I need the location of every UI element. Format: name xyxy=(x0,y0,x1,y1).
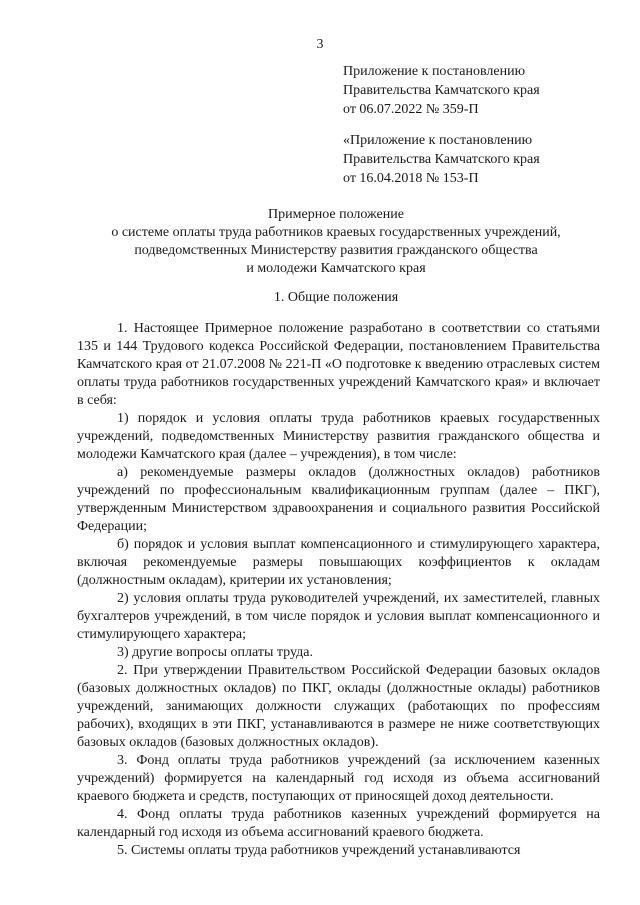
title-line: подведомственных Министерству развития гражданского общества xyxy=(134,243,538,258)
appendix-line: Правительства Камчатского края xyxy=(343,152,540,167)
appendix-line: от 06.07.2022 № 359-П xyxy=(343,102,479,117)
section-heading: 1. Общие положения xyxy=(273,290,399,305)
appendix-line: от 16.04.2018 № 153-П xyxy=(343,171,479,186)
page-number: 3 xyxy=(316,37,324,52)
paragraph: 1) порядок и условия оплаты труда работников краевых государственных учреждений, подведомственных Министерству развития гражданского общества и молодежи Камчатского края (далее – учреждения), в том числе: xyxy=(77,411,600,462)
document-title xyxy=(60,206,612,278)
paragraph: 2. При утверждении Правительством Российской Федерации базовых окладов (базовых должностных окладов) по ПКГ, оклады (должностные оклады) работников учреждений, занимающих должности служащих (работающих по профессиям рабочих), входящих в эти ПКГ, устанавливаются в размере не ниже соответствующих базовых окладов (базовых должностных окладов). xyxy=(77,663,600,750)
appendix-header-original xyxy=(343,131,613,188)
title-line: Примерное положение xyxy=(268,207,404,222)
paragraph: а) рекомендуемые размеры окладов (должностных окладов) работников учреждений по профессиональным квалификационным группам (далее – ПКГ), утвержденным Министерством здравоохранения и социального развития Российской Федерации; xyxy=(77,465,600,534)
paragraph: 4. Фонд оплаты труда работников казенных учреждений формируется на календарный год исходя из объема ассигнований краевого бюджета. xyxy=(77,807,600,840)
paragraph: 2) условия оплаты труда руководителей учреждений, их заместителей, главных бухгалтеров учреждений, в том числе порядок и условия выплат компенсационного и стимулирующего характера; xyxy=(77,591,600,642)
document-body xyxy=(77,320,600,860)
appendix-line: «Приложение к постановлению xyxy=(343,133,533,148)
paragraph: 3. Фонд оплаты труда работников учреждений (за исключением казенных учреждений) формируется на календарный год исходя из объема ассигнований краевого бюджета и средств, поступающих от приносящей доход деятельности. xyxy=(77,753,600,804)
appendix-header-current xyxy=(343,62,613,119)
title-line: и молодежи Камчатского края xyxy=(246,261,426,276)
title-line: о системе оплаты труда работников краевых государственных учреждений, xyxy=(111,225,561,240)
appendix-line: Приложение к постановлению xyxy=(343,64,526,79)
paragraph: 1. Настоящее Примерное положение разработано в соответствии со статьями 135 и 144 Трудового кодекса Российской Федерации, постановлением Правительства Камчатского края от 21.07.2008 № 221-П «О подготовке к введению отраслевых систем оплаты труда работников государственных учреждений Камчатского края» и включает в себя: xyxy=(77,321,600,408)
paragraph: 5. Системы оплаты труда работников учреждений устанавливаются xyxy=(117,843,521,858)
paragraph: б) порядок и условия выплат компенсационного и стимулирующего характера, включая рекомендуемые размеры повышающих коэффициентов к окладам (должностным окладам), критерии их установления; xyxy=(77,537,600,588)
appendix-line: Правительства Камчатского края xyxy=(343,83,540,98)
paragraph: 3) другие вопросы оплаты труда. xyxy=(117,645,313,660)
